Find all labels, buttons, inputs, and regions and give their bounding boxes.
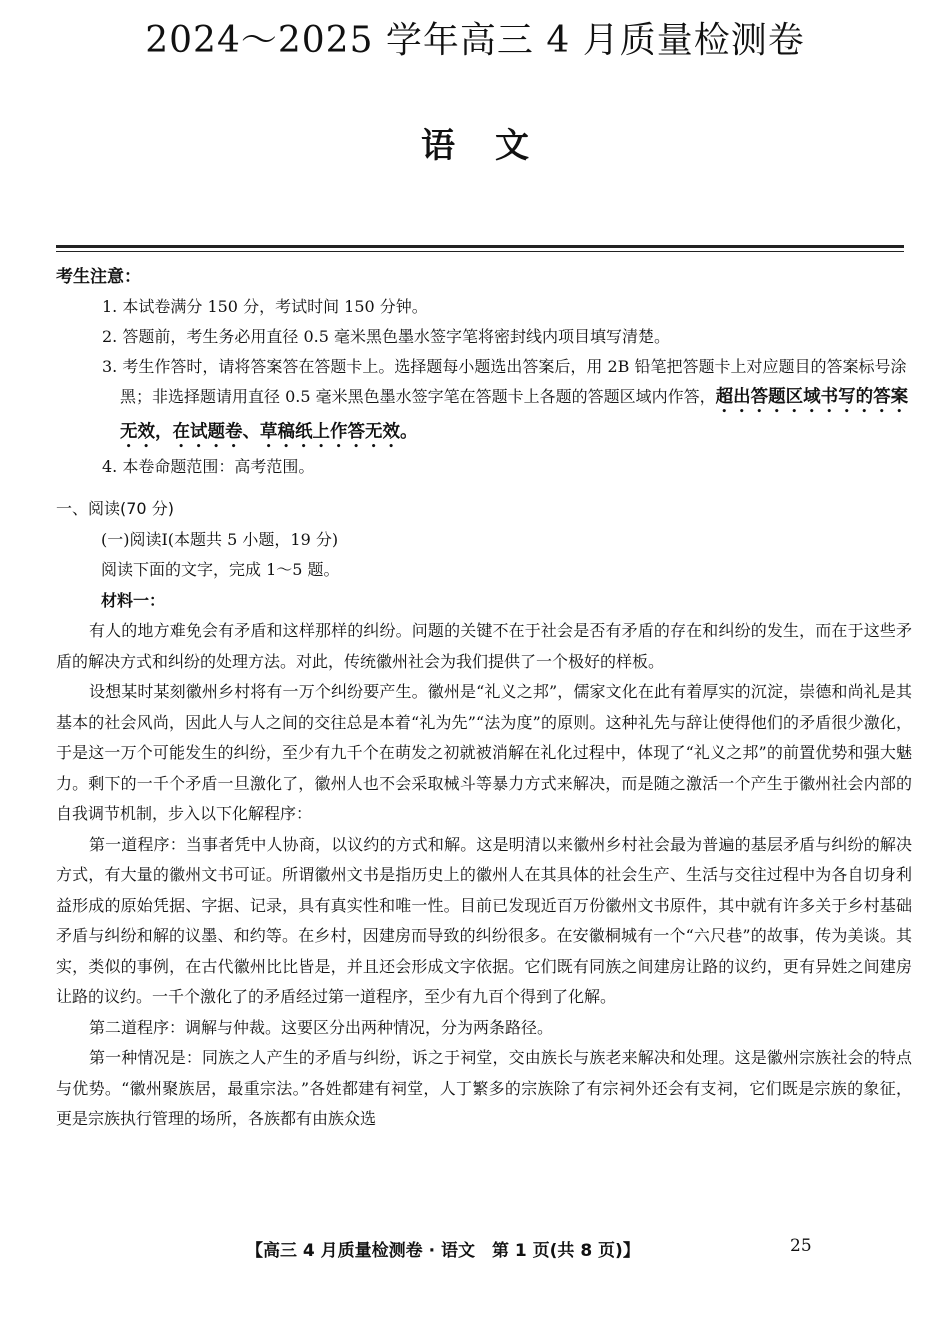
- header-divider-thin: [56, 251, 904, 252]
- paragraph: 第一种情况是：同族之人产生的矛盾与纠纷，诉之于祠堂，交由族长与族老来解决和处理。这是徽州宗族社会的特点与优势。“徽州聚族居，最重宗法。”各姓都建有祠堂，人丁繁多的宗族除了有宗祠外还会有支祠，它们既是宗族的象征，更是宗族执行管理的场所，各族都有由族众选: [56, 1048, 912, 1128]
- paragraph: 有人的地方难免会有矛盾和这样那样的纠纷。问题的关键不在于社会是否有矛盾的存在和纠纷的发生，而在于这些矛盾的解决方式和纠纷的处理方法。对此，传统徽州社会为我们提供了一个极好的样板。: [56, 621, 912, 671]
- paragraph: 设想某时某刻徽州乡村将有一万个纠纷要产生。徽州是“礼义之邦”，儒家文化在此有着厚实的沉淀，崇德和尚礼是其基本的社会风尚，因此人与人之间的交往总是本着“礼为先”“法为度”的原则。这种礼先与辞让使得他们的矛盾很少激化，于是这一万个可能发生的纠纷，至少有九千个在萌发之初就被消解在礼化过程中，体现了“礼义之邦”的前置优势和强大魅力。剩下的一千个矛盾一旦激化了，徽州人也不会采取械斗等暴力方式来解决，而是随之激活一个产生于徽州社会内部的自我调节机制，步入以下化解程序：: [56, 682, 912, 823]
- material-label: 材料一：: [101, 590, 166, 610]
- notice-item-4: 4. 本卷命题范围：高考范围。: [102, 457, 315, 476]
- candidate-notice: [56, 262, 916, 482]
- paragraph: 第二道程序：调解与仲裁。这要区分出两种情况，分为两条路径。: [89, 1017, 554, 1037]
- section-title: 一、阅读(70 分): [56, 499, 174, 518]
- notice-heading: 考生注意：: [56, 267, 141, 287]
- notice-item-3-text: 3. 考生作答时，请将答案答在答题卡上。选择题每小题选出答案后，用 2B 铅笔把答题卡上对应题目的答案标号涂黑；非选择题请用直径 0.5 毫米黑色墨水签字笔在答题卡上各题的答题区域内作答，: [102, 357, 907, 406]
- page-footer: 【高三 4 月质量检测卷 · 语文 第 1 页(共 8 页)】: [246, 1241, 640, 1261]
- reading-instruction: 阅读下面的文字，完成 1～5 题。: [101, 560, 340, 579]
- notice-item-3: [74, 352, 916, 452]
- notice-item-1: 1. 本试卷满分 150 分，考试时间 150 分钟。: [102, 297, 428, 316]
- exam-title: 2024～2025 学年高三 4 月质量检测卷: [145, 20, 805, 61]
- notice-item-3-emphasis: 超出答题区域书写的答案无效，在试题卷、草稿纸上作答无效。: [120, 387, 909, 442]
- reading-section: [56, 494, 912, 1135]
- subject-title: 语文: [421, 126, 569, 166]
- header-divider-thick: [56, 245, 904, 248]
- notice-item-2: 2. 答题前，考生务必用直径 0.5 毫米黑色墨水签字笔将密封线内项目填写清楚。: [102, 327, 670, 346]
- paragraph: 第一道程序：当事者凭中人协商，以议约的方式和解。这是明清以来徽州乡村社会最为普遍的基层矛盾与纠纷的解决方式，有大量的徽州文书可证。所谓徽州文书是指历史上的徽州人在其具体的社会生产、生活与交往过程中为各自切身利益形成的原始凭据、字据、记录，具有真实性和唯一性。目前已发现近百万份徽州文书原件，其中就有许多关于乡村基础矛盾与纠纷和解的议墨、和约等。在乡村，因建房而导致的纠纷很多。在安徽桐城有一个“六尺巷”的故事，传为美谈。其实，类似的事例，在古代徽州比比皆是，并且还会形成文字依据。它们既有同族之间建房让路的议约，更有异姓之间建房让路的议约。一千个激化了的矛盾经过第一道程序，至少有九百个得到了化解。: [56, 834, 912, 1006]
- page-code: 25: [790, 1236, 812, 1256]
- subsection-title: (一)阅读Ⅰ(本题共 5 小题，19 分): [101, 529, 339, 549]
